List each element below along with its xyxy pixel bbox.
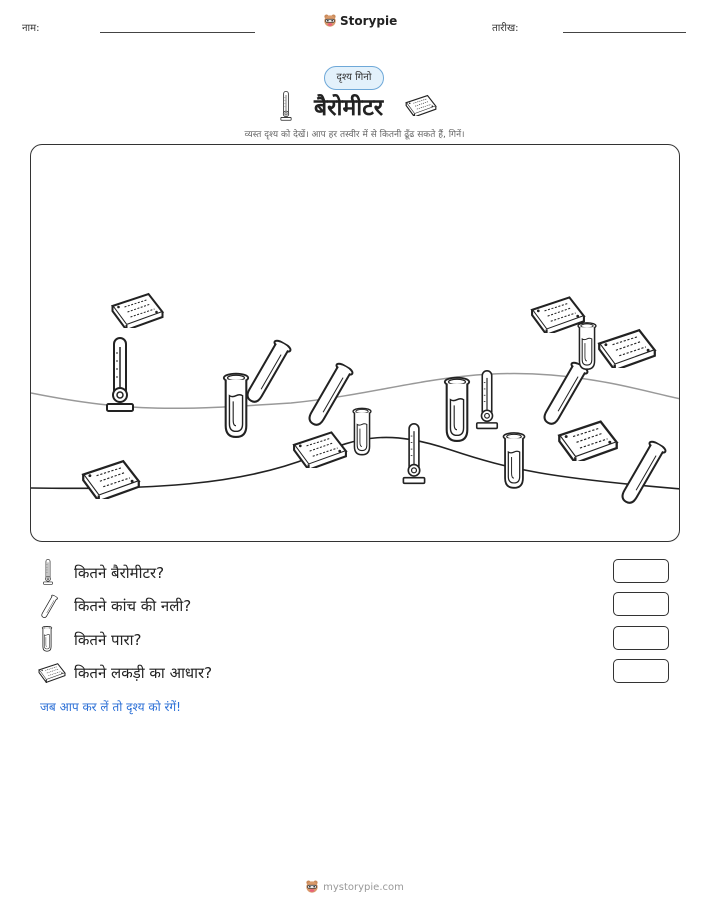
mercury-tube-icon bbox=[353, 408, 371, 454]
wooden-base-icon bbox=[113, 294, 163, 330]
answer-box[interactable] bbox=[613, 592, 669, 616]
question-row bbox=[38, 592, 678, 620]
name-label: नाम: bbox=[22, 23, 40, 34]
barometer-icon bbox=[107, 338, 133, 411]
wooden-base-icon bbox=[294, 432, 346, 469]
question-text: कितने लकड़ी का आधार? bbox=[74, 664, 213, 682]
name-line[interactable] bbox=[100, 32, 255, 33]
mascot-icon bbox=[323, 14, 337, 28]
barometer-icon bbox=[38, 559, 58, 585]
barometer-icon bbox=[403, 424, 424, 484]
wooden-base-icon bbox=[83, 461, 139, 501]
barometer-icon bbox=[278, 91, 294, 121]
question-row bbox=[38, 559, 678, 587]
wooden-base-icon bbox=[532, 297, 584, 334]
glass-tube-icon bbox=[243, 339, 292, 406]
mercury-tube-icon bbox=[503, 433, 524, 488]
instructions: व्यस्त दृश्य को देखें। आप हर तस्वीर में से कितनी ढूँढ सकते हैं, गिनें। bbox=[244, 130, 465, 140]
date-line[interactable] bbox=[563, 32, 686, 33]
wooden-base-icon bbox=[405, 94, 437, 116]
mercury-tube-icon bbox=[38, 626, 56, 652]
question-row bbox=[38, 626, 678, 654]
brand-logo bbox=[323, 14, 397, 28]
answer-box[interactable] bbox=[613, 659, 669, 683]
category-badge: दृश्य गिनो bbox=[324, 66, 384, 90]
question-text: कितने पारा? bbox=[74, 631, 142, 649]
footer-url[interactable]: mystorypie.com bbox=[323, 881, 404, 893]
barometer-icon bbox=[477, 371, 498, 429]
wooden-base-icon bbox=[38, 661, 66, 683]
glass-tube-icon bbox=[540, 361, 589, 428]
glass-tube-icon bbox=[618, 440, 667, 507]
answer-box[interactable] bbox=[613, 559, 669, 583]
wooden-base-icon bbox=[559, 422, 616, 463]
question-text: कितने बैरोमीटर? bbox=[74, 564, 165, 582]
mercury-tube-icon bbox=[578, 323, 596, 369]
date-label: तारीख: bbox=[492, 23, 519, 34]
question-text: कितने कांच की नली? bbox=[74, 597, 192, 615]
wooden-base-icon bbox=[599, 330, 655, 370]
mascot-icon bbox=[305, 880, 319, 894]
footer bbox=[0, 880, 709, 894]
brand-name: Storypie bbox=[340, 14, 398, 28]
mercury-tube-icon bbox=[445, 378, 469, 441]
question-row bbox=[38, 659, 678, 687]
busy-scene bbox=[30, 144, 680, 542]
coloring-instruction: जब आप कर लें तो दृश्य को रंगें! bbox=[40, 700, 181, 714]
scene-illustration bbox=[31, 145, 680, 542]
mercury-tube-icon bbox=[224, 374, 248, 437]
page-title: बैरोमीटर bbox=[314, 95, 384, 121]
answer-box[interactable] bbox=[613, 626, 669, 650]
glass-tube-icon bbox=[38, 592, 60, 618]
